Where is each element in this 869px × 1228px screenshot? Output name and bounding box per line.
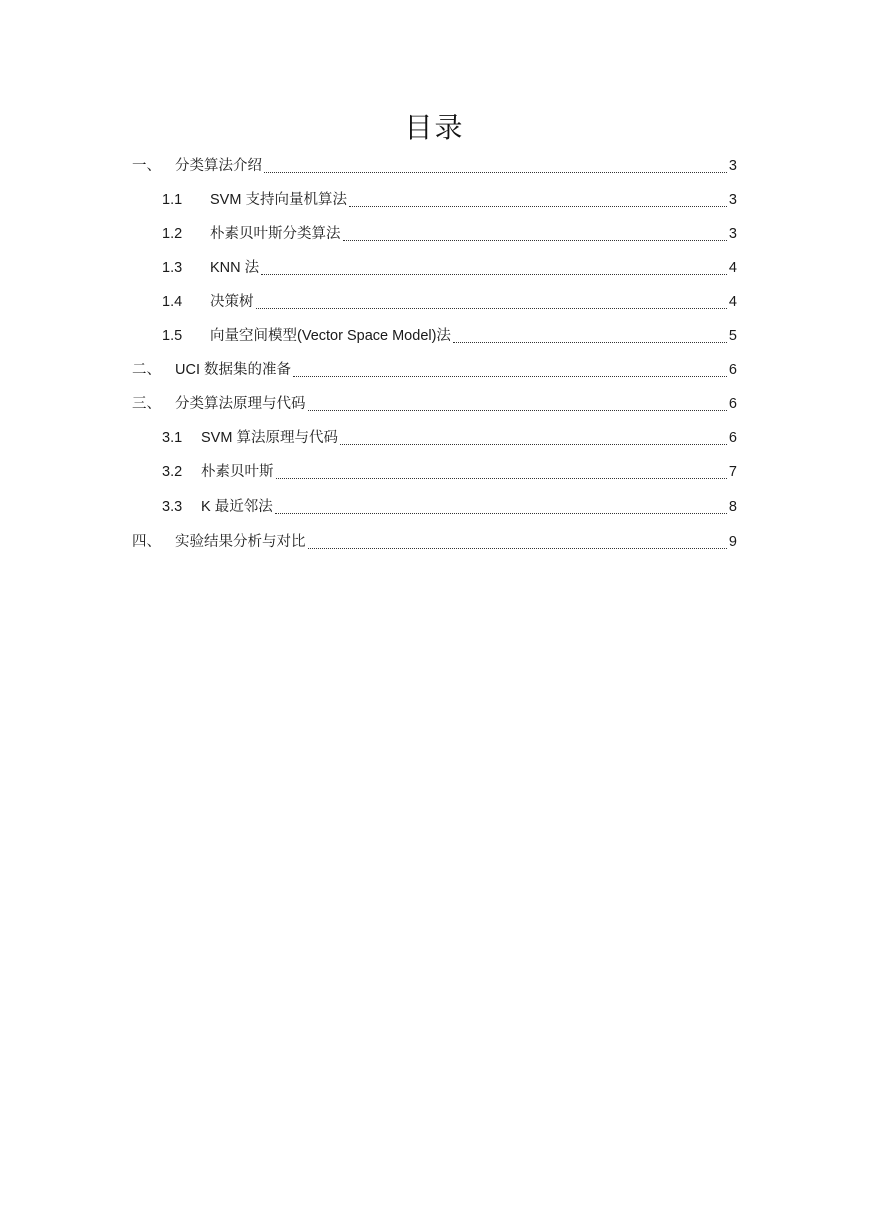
toc-entry-text: K 最近邻法: [201, 499, 273, 515]
toc-entry-page: 5: [728, 328, 737, 344]
toc-entry-text: SVM 算法原理与代码: [201, 430, 338, 446]
toc-entry-chapter-4[interactable]: [0, 530, 869, 554]
toc-dot-leader: [256, 308, 727, 309]
toc-entry-page: 3: [728, 226, 737, 242]
toc-entry-text: 决策树: [210, 294, 254, 310]
toc-entry-chapter-2[interactable]: [0, 358, 869, 382]
toc-entry-text: 朴素贝叶斯: [201, 464, 274, 480]
toc-entry-3-2[interactable]: [0, 460, 869, 484]
toc-entry-text: 朴素贝叶斯分类算法: [210, 226, 341, 242]
toc-entry-page: 6: [728, 396, 737, 412]
toc-entry-page: 4: [728, 294, 737, 310]
toc-entry-1-2[interactable]: [0, 222, 869, 246]
toc-entry-page: 7: [728, 464, 737, 480]
toc-entry-number: 三、: [132, 396, 161, 412]
toc-entry-3-1[interactable]: [0, 426, 869, 450]
toc-entry-1-3[interactable]: [0, 256, 869, 280]
toc-entry-number: 3.3: [162, 499, 183, 515]
toc-entry-page: 3: [728, 158, 737, 174]
toc-dot-leader: [261, 274, 727, 275]
toc-entry-text: 实验结果分析与对比: [175, 534, 306, 550]
toc-entry-number: 1.1: [162, 192, 183, 208]
toc-entry-1-1[interactable]: [0, 188, 869, 212]
toc-entry-page: 3: [728, 192, 737, 208]
toc-entry-text: SVM 支持向量机算法: [210, 192, 347, 208]
toc-entry-chapter-1[interactable]: [0, 154, 869, 178]
toc-entry-text: UCI 数据集的准备: [175, 362, 291, 378]
toc-entry-1-4[interactable]: [0, 290, 869, 314]
toc-entry-number: 1.3: [162, 260, 183, 276]
toc-title: 目录: [404, 112, 465, 143]
toc-entry-number: 3.2: [162, 464, 183, 480]
toc-entry-page: 4: [728, 260, 737, 276]
toc-dot-leader: [349, 206, 727, 207]
toc-dot-leader: [276, 478, 727, 479]
toc-entry-number: 1.2: [162, 226, 183, 242]
toc-entry-chapter-3[interactable]: [0, 392, 869, 416]
toc-entry-number: 二、: [132, 362, 161, 378]
toc-entry-number: 1.4: [162, 294, 183, 310]
toc-entry-text: KNN 法: [210, 260, 260, 276]
toc-entry-number: 3.1: [162, 430, 183, 446]
toc-dot-leader: [308, 410, 727, 411]
toc-entry-number: 1.5: [162, 328, 183, 344]
toc-entry-number: 一、: [132, 158, 161, 174]
toc-dot-leader: [343, 240, 727, 241]
toc-dot-leader: [308, 548, 727, 549]
toc-entry-number: 四、: [132, 534, 161, 550]
toc-entry-page: 9: [728, 534, 737, 550]
toc-dot-leader: [275, 513, 727, 514]
toc-entry-1-5[interactable]: [0, 324, 869, 348]
toc-entry-page: 6: [728, 430, 737, 446]
toc-entry-text: 向量空间模型(Vector Space Model)法: [210, 328, 451, 344]
toc-dot-leader: [264, 172, 727, 173]
toc-entry-text: 分类算法原理与代码: [175, 396, 306, 412]
toc-entry-3-3[interactable]: [0, 495, 869, 519]
toc-entry-page: 8: [728, 499, 737, 515]
toc-dot-leader: [453, 342, 727, 343]
toc-entry-page: 6: [728, 362, 737, 378]
toc-dot-leader: [340, 444, 727, 445]
toc-dot-leader: [293, 376, 727, 377]
toc-entry-text: 分类算法介绍: [175, 158, 262, 174]
